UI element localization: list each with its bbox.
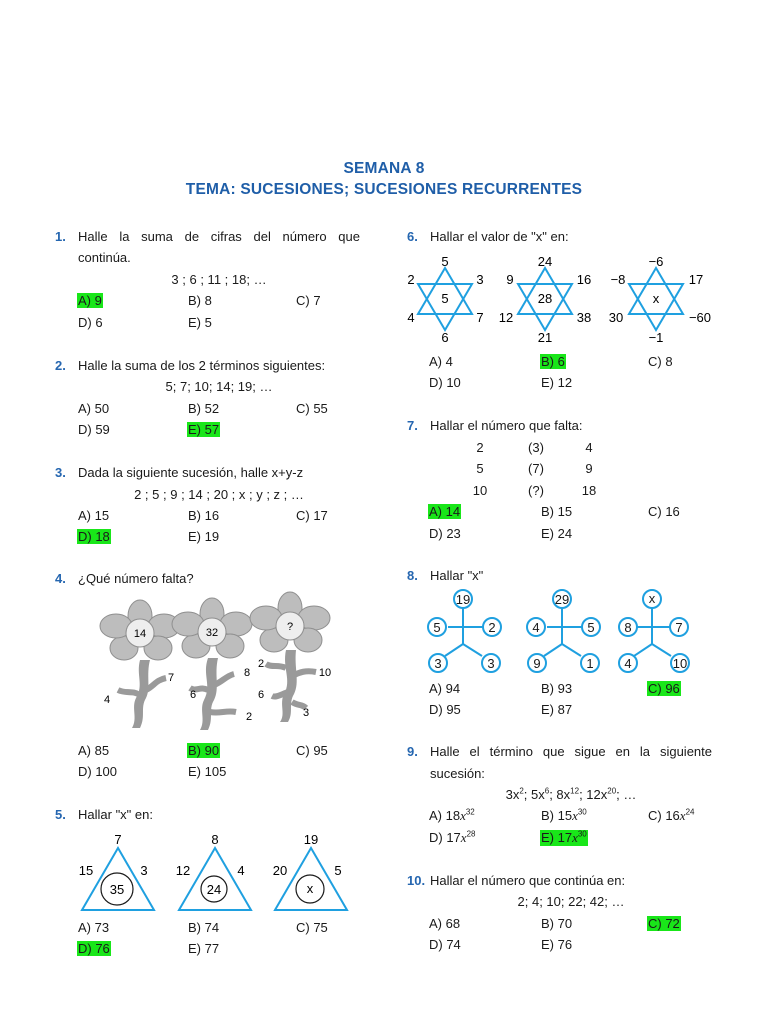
flower-3-right: 10 xyxy=(318,667,332,679)
star-2-center: 28 xyxy=(537,291,553,306)
figure-1-bottom-right: 3 xyxy=(487,656,495,671)
star-2 xyxy=(499,254,591,345)
option-a: A) 68 xyxy=(429,916,461,931)
option-d: D) $17x^{28}$ xyxy=(429,829,476,845)
option-e: E) 105 xyxy=(188,764,227,779)
question-number: 5. xyxy=(55,807,66,822)
star-3-center: x xyxy=(652,291,660,306)
question-text: Hallar "x" xyxy=(430,568,484,583)
triangles-figure xyxy=(70,828,360,916)
triangle-2-left: 12 xyxy=(175,863,191,878)
triangle-2-top: 8 xyxy=(211,832,219,847)
star-2-upper-right: 16 xyxy=(576,272,592,287)
sequence: 2; 4; 10; 22; 42; … xyxy=(517,894,625,909)
table-cell: 18 xyxy=(581,483,597,498)
option-a: A) 4 xyxy=(429,354,453,369)
option-d: D) 100 xyxy=(78,764,118,779)
option-b: B) 8 xyxy=(188,293,212,308)
question-number: 4. xyxy=(55,571,66,586)
star-figures xyxy=(420,586,710,678)
option-a: A) 9 xyxy=(78,293,102,308)
sequence: 2 ; 5 ; 9 ; 14 ; 20 ; x ; y ; z ; … xyxy=(134,487,304,502)
option-d: D) 23 xyxy=(429,526,461,541)
option-b: B) 15 xyxy=(541,504,573,519)
option-e: E) 77 xyxy=(188,941,220,956)
figure-2-bottom-right: 1 xyxy=(586,656,594,671)
star-3-upper-left: −8 xyxy=(610,272,626,287)
question-number: 8. xyxy=(407,568,418,583)
option-e: E) 5 xyxy=(188,315,212,330)
option-d: D) 95 xyxy=(429,702,461,717)
option-c: C) $16x^{24}$ xyxy=(648,807,695,823)
question-number: 3. xyxy=(55,465,66,480)
star-1-bottom: 6 xyxy=(441,330,449,345)
star-2-lower-left: 12 xyxy=(498,310,514,325)
question-number: 9. xyxy=(407,744,418,759)
option-b: B) 52 xyxy=(188,401,220,416)
flower-2-top: 8 xyxy=(243,667,251,679)
option-a: A) 50 xyxy=(78,401,110,416)
triangle-1-left: 15 xyxy=(78,863,94,878)
figure-3-right: 7 xyxy=(675,620,683,635)
star-3-lower-right: −60 xyxy=(688,310,712,325)
stars-figure xyxy=(400,250,720,346)
question-text: Hallar el número que continúa en: xyxy=(430,873,626,888)
option-b: B) 6 xyxy=(541,354,565,369)
triangle-1-top: 7 xyxy=(114,832,122,847)
triangle-1 xyxy=(79,832,154,910)
figure-2-right: 5 xyxy=(587,620,595,635)
option-e: E) 19 xyxy=(188,529,220,544)
question-text: continúa. xyxy=(78,250,131,265)
figure-2-bottom-left: 9 xyxy=(533,656,541,671)
option-c: C) 72 xyxy=(648,916,680,931)
triangle-3 xyxy=(273,832,347,910)
figure-3-bottom-right: 10 xyxy=(672,656,688,671)
triangle-2-right: 4 xyxy=(237,863,245,878)
star-1-upper-right: 3 xyxy=(476,272,484,287)
option-d: D) 18 xyxy=(78,529,110,544)
question-number: 7. xyxy=(407,418,418,433)
flower-1 xyxy=(100,600,180,728)
star-2-bottom: 21 xyxy=(537,330,553,345)
option-c: C) 16 xyxy=(648,504,680,519)
star-1-top: 5 xyxy=(441,254,449,269)
option-c: C) 7 xyxy=(296,293,321,308)
table-cell: (?) xyxy=(528,483,544,498)
question-number: 1. xyxy=(55,229,66,244)
question-text: Halle la suma de cifras del número que xyxy=(78,229,360,244)
option-b: B) 74 xyxy=(188,920,220,935)
question-text: ¿Qué número falta? xyxy=(78,571,194,586)
triangle-2 xyxy=(176,832,251,910)
flower-3-bottom: 3 xyxy=(302,707,310,719)
question-text: Hallar "x" en: xyxy=(78,807,153,822)
option-d: D) 59 xyxy=(78,422,110,437)
star-1-lower-right: 7 xyxy=(476,310,484,325)
star-2-upper-left: 9 xyxy=(506,272,514,287)
figure-1-top: 19 xyxy=(455,592,471,607)
flower-1-center: 14 xyxy=(133,628,147,640)
option-b: B) $15x^{30}$ xyxy=(541,807,587,823)
figure-3-bottom-left: 4 xyxy=(624,656,632,671)
flower-1-left: 4 xyxy=(103,694,111,706)
week-title: SEMANA 8 xyxy=(343,160,425,177)
option-c: C) 55 xyxy=(296,401,328,416)
option-b: B) 16 xyxy=(188,508,220,523)
flower-1-right: 7 xyxy=(167,672,175,684)
option-d: D) 6 xyxy=(78,315,103,330)
table-cell: 2 xyxy=(476,440,484,455)
option-e: E) 24 xyxy=(541,526,573,541)
figure-1-right: 2 xyxy=(488,620,496,635)
star-2-lower-right: 38 xyxy=(576,310,592,325)
star-3 xyxy=(609,254,711,345)
triangle-2-center: 24 xyxy=(206,882,222,897)
flower-3-center: ? xyxy=(286,621,294,633)
option-c: C) 95 xyxy=(296,743,328,758)
option-d: D) 10 xyxy=(429,375,461,390)
flower-2-bottom: 2 xyxy=(245,711,253,723)
figure-2-left: 4 xyxy=(532,620,540,635)
star-1 xyxy=(407,254,483,345)
star-3-upper-right: 17 xyxy=(688,272,704,287)
table-cell: (3) xyxy=(528,440,544,455)
triangle-3-left: 20 xyxy=(272,863,288,878)
triangle-3-center: x xyxy=(306,881,314,896)
flower-2-left: 6 xyxy=(189,689,197,701)
figure-2-top: 29 xyxy=(554,592,570,607)
star-1-lower-left: 4 xyxy=(407,310,415,325)
option-b: B) 93 xyxy=(541,681,573,696)
table-cell: 9 xyxy=(585,461,593,476)
question-text: Halle la suma de los 2 términos siguientes: xyxy=(78,358,326,373)
flower-2 xyxy=(172,598,252,730)
table-cell: (7) xyxy=(528,461,544,476)
triangle-1-center: 35 xyxy=(109,882,125,897)
triangle-3-right: 5 xyxy=(334,863,342,878)
topic-title: TEMA: SUCESIONES; SUCESIONES RECURRENTES xyxy=(185,181,583,198)
question-number: 10. xyxy=(407,873,426,888)
option-e: E) 12 xyxy=(541,375,573,390)
sequence: 3 ; 6 ; 11 ; 18; … xyxy=(171,272,267,287)
option-a: A) 94 xyxy=(429,681,461,696)
flower-3-left: 6 xyxy=(257,689,265,701)
question-number: 6. xyxy=(407,229,418,244)
option-a: A) 14 xyxy=(429,504,461,519)
star-3-top: −6 xyxy=(648,254,664,269)
option-a: A) 15 xyxy=(78,508,110,523)
question-number: 2. xyxy=(55,358,66,373)
figure-3-left: 8 xyxy=(624,620,632,635)
flowers-figure xyxy=(96,590,341,738)
triangle-3-top: 19 xyxy=(303,832,319,847)
star-1-upper-left: 2 xyxy=(407,272,415,287)
flower-2-center: 32 xyxy=(205,627,219,639)
star-3-lower-left: 30 xyxy=(608,310,624,325)
question-text: Halle el término que sigue en la siguiente xyxy=(430,744,712,759)
star-1-center: 5 xyxy=(441,291,449,306)
option-e: E) $17x^{30}$ xyxy=(541,829,587,845)
table-cell: 10 xyxy=(472,483,488,498)
triangle-1-right: 3 xyxy=(140,863,148,878)
star-3-bottom: −1 xyxy=(648,330,664,345)
option-a: A) 73 xyxy=(78,920,110,935)
option-c: C) 17 xyxy=(296,508,328,523)
option-a: A) 85 xyxy=(78,743,110,758)
option-a: A) $18x^{32}$ xyxy=(429,807,475,823)
flower-3 xyxy=(250,592,331,722)
option-b: B) 70 xyxy=(541,916,573,931)
option-b: B) 90 xyxy=(188,743,220,758)
question-text: Hallar el número que falta: xyxy=(430,418,583,433)
option-d: D) 74 xyxy=(429,937,461,952)
question-text: sucesión: xyxy=(430,766,485,781)
figure-1-bottom-left: 3 xyxy=(434,656,442,671)
option-e: E) 76 xyxy=(541,937,573,952)
question-text: Dada la siguiente sucesión, halle x+y-z xyxy=(78,465,304,480)
question-text: Hallar el valor de "x" en: xyxy=(430,229,569,244)
option-c: C) 96 xyxy=(648,681,680,696)
figure-3-top: x xyxy=(648,591,656,606)
sequence: 5; 7; 10; 14; 19; … xyxy=(165,379,273,394)
figure-1-left: 5 xyxy=(433,620,441,635)
option-e: E) 57 xyxy=(188,422,220,437)
sequence: $3x^2$; $5x^6$; $8x^{12}$; $12x^{20}$; … xyxy=(505,786,637,802)
table-cell: 5 xyxy=(476,461,484,476)
option-c: C) 8 xyxy=(648,354,673,369)
table-cell: 4 xyxy=(585,440,593,455)
option-e: E) 87 xyxy=(541,702,573,717)
option-c: C) 75 xyxy=(296,920,328,935)
option-d: D) 76 xyxy=(78,941,110,956)
flower-3-top: 2 xyxy=(257,658,265,670)
star-2-top: 24 xyxy=(537,254,553,269)
